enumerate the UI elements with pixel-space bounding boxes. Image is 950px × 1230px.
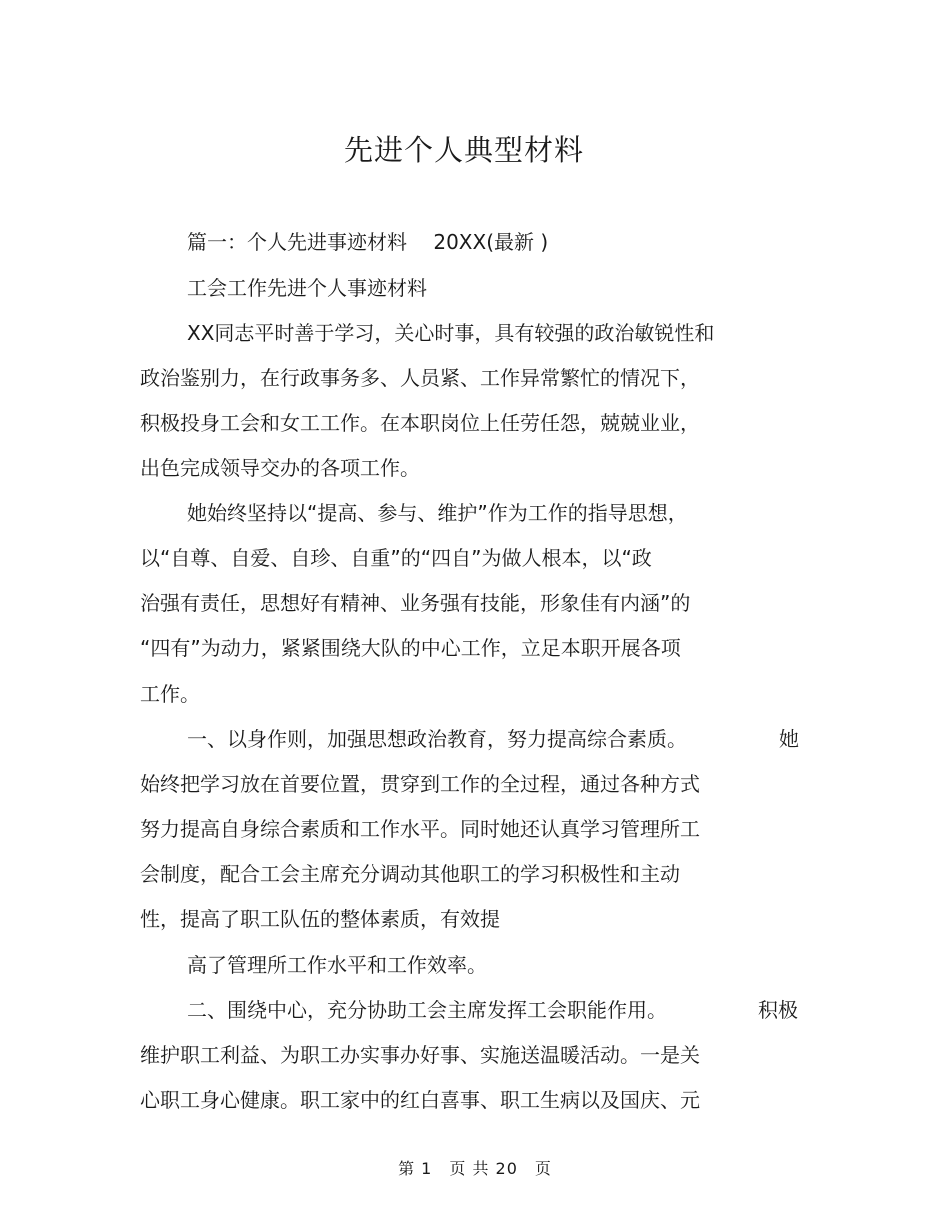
paragraph-line: 一、以身作则，加强思想政治教育，努力提高综合素质。 [187,727,687,751]
paragraph-line: 始终把学习放在首要位置，贯穿到工作的全过程，通过各种方式 [140,772,700,796]
subtitle-line: 工会工作先进个人事迹材料 [187,276,427,300]
paragraph-line: 心职工身心健康。职工家中的红白喜事、职工生病以及国庆、元 [140,1088,700,1112]
paragraph-line: 她始终坚持以“提高、参与、维护”作为工作的指导思想， [187,501,688,525]
paragraph-line: 以“自尊、自爱、自珍、自重”的“四自”为做人根本，以“政 [140,546,652,570]
paragraph-line: 二、围绕中心，充分协助工会主席发挥工会职能作用。 [187,998,667,1022]
paragraph-line: 性，提高了职工队伍的整体素质，有效提 [140,907,500,931]
paragraph-line: 会制度，配合工会主席充分调动其他职工的学习积极性和主动 [140,862,680,886]
paragraph-line: 努力提高自身综合素质和工作水平。同时她还认真学习管理所工 [140,817,700,841]
page-footer: 第 1 页 共 20 页 [398,1159,552,1178]
paragraph-line-tail: 积极 [758,998,798,1022]
section-heading: 篇一：个人先进事迹材料 20XX(最新 ) [187,230,549,254]
paragraph-line: “四有”为动力，紧紧围绕大队的中心工作，立足本职开展各项 [140,636,681,660]
paragraph-line: 治强有责任，思想好有精神、业务强有技能，形象佳有内涵”的 [140,591,691,615]
paragraph-line: 工作。 [140,682,200,706]
paragraph-line: 出色完成领导交办的各项工作。 [140,456,420,480]
paragraph-line: 高了管理所工作水平和工作效率。 [187,953,487,977]
paragraph-line-tail: 她 [779,727,799,751]
paragraph-line: 维护职工利益、为职工办实事办好事、实施送温暖活动。一是关 [140,1043,700,1067]
paragraph-line: 积极投身工会和女工工作。在本职岗位上任劳任怨，兢兢业业， [140,411,700,435]
paragraph-line: XX同志平时善于学习，关心时事，具有较强的政治敏锐性和 [187,321,715,345]
paragraph-line: 政治鉴别力，在行政事务多、人员紧、工作异常繁忙的情况下， [140,366,700,390]
document-title: 先进个人典型材料 [343,133,584,167]
